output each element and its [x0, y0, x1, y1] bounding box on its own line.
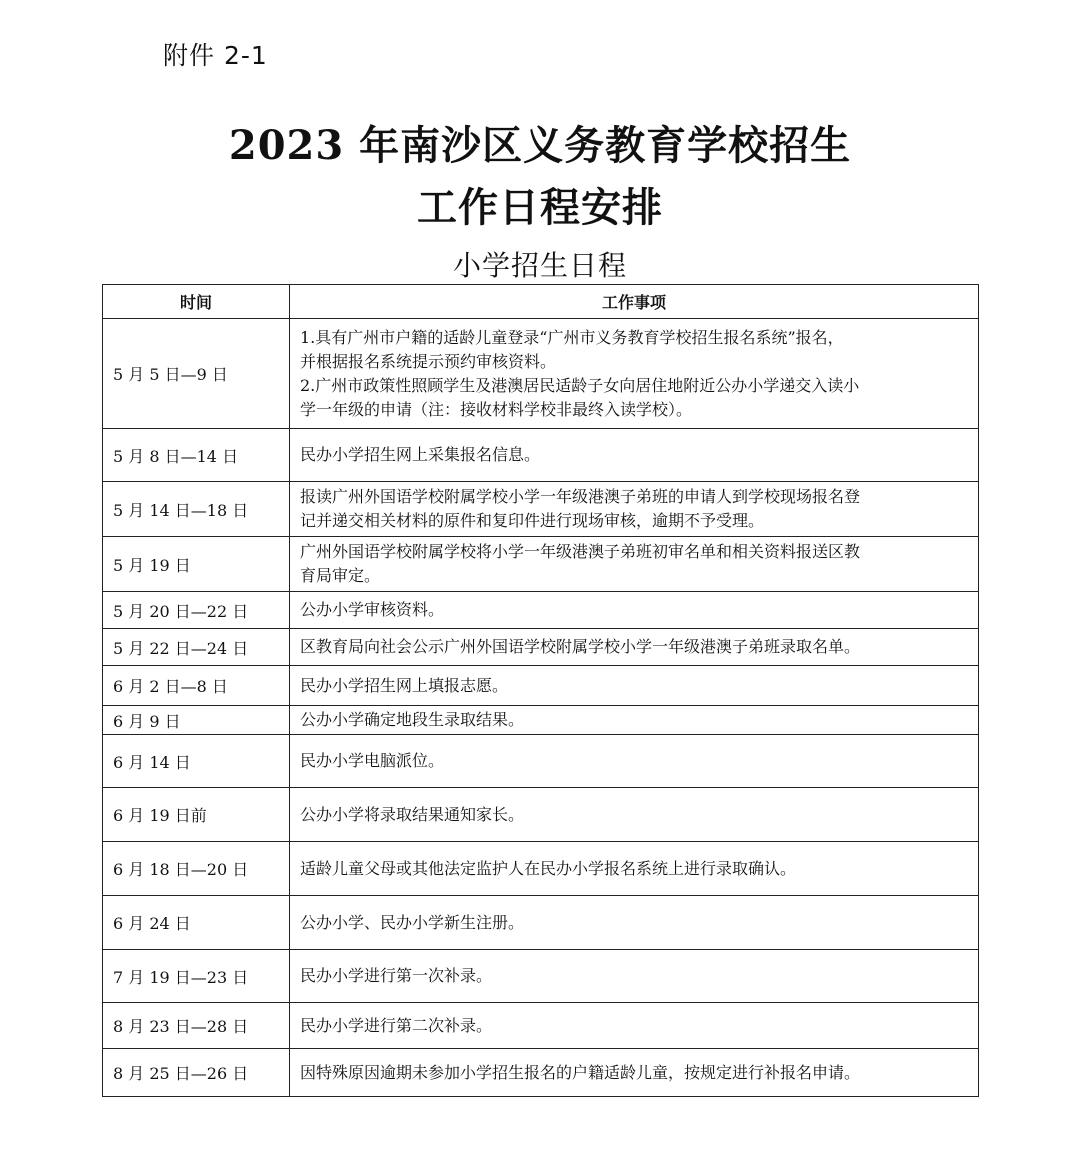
- row-task: [290, 319, 979, 429]
- table-row: [103, 666, 979, 706]
- row-time: 6 月 9 日: [103, 706, 290, 735]
- row-time: 5 月 8 日—14 日: [103, 429, 290, 482]
- task-line: 区教育局向社会公示广州外国语学校附属学校小学一年级港澳子弟班录取名单。: [300, 637, 861, 656]
- attachment-label: 附件 2-1: [163, 41, 268, 70]
- section-subtitle: 小学招生日程: [452, 249, 627, 282]
- task-line: 2.广州市政策性照顾学生及港澳居民适龄子女向居住地附近公办小学递交入读小: [300, 375, 860, 395]
- table-header-row: [103, 285, 979, 319]
- table-row: [103, 482, 979, 537]
- task-line: 并根据报名系统提示预约审核资料。: [300, 351, 557, 371]
- table-row: [103, 896, 979, 950]
- row-time: 5 月 22 日—24 日: [103, 629, 290, 666]
- table-row: [103, 629, 979, 666]
- row-time: 6 月 18 日—20 日: [103, 842, 290, 896]
- table-row: [103, 429, 979, 482]
- row-task: [290, 1003, 979, 1049]
- task-line: 公办小学确定地段生录取结果。: [300, 710, 525, 729]
- task-line: 民办小学招生网上采集报名信息。: [300, 445, 541, 464]
- header-time: 时间: [103, 285, 290, 319]
- row-task: [290, 896, 979, 950]
- row-task: [290, 666, 979, 706]
- row-time: 7 月 19 日—23 日: [103, 950, 290, 1003]
- task-line: 公办小学、民办小学新生注册。: [300, 912, 525, 932]
- table-row: [103, 1003, 979, 1049]
- row-task: [290, 788, 979, 842]
- row-time: 5 月 5 日—9 日: [103, 319, 290, 429]
- row-time: 8 月 23 日—28 日: [103, 1003, 290, 1049]
- row-task: [290, 735, 979, 788]
- row-time: 6 月 19 日前: [103, 788, 290, 842]
- task-line: 因特殊原因逾期未参加小学招生报名的户籍适龄儿童，按规定进行补报名申请。: [300, 1062, 861, 1082]
- task-line: 民办小学进行第一次补录。: [300, 966, 493, 985]
- header-task: 工作事项: [290, 285, 979, 319]
- row-time: 6 月 2 日—8 日: [103, 666, 290, 706]
- table-row: [103, 537, 979, 592]
- task-line: 民办小学进行第二次补录。: [300, 1015, 493, 1035]
- document-title-line-1: 2023 年南沙区义务教育学校招生: [228, 122, 852, 169]
- task-line: 适龄儿童父母或其他法定监护人在民办小学报名系统上进行录取确认。: [300, 858, 797, 878]
- task-line: 民办小学电脑派位。: [300, 751, 445, 770]
- task-line: 公办小学将录取结果通知家长。: [300, 804, 525, 824]
- row-task: [290, 950, 979, 1003]
- table-row: [103, 706, 979, 735]
- task-line: 报读广州外国语学校附属学校小学一年级港澳子弟班的申请人到学校现场报名登: [300, 487, 861, 506]
- task-line: 学一年级的申请（注：接收材料学校非最终入读学校）。: [300, 399, 693, 419]
- row-task: [290, 706, 979, 735]
- task-line: 1.具有广州市户籍的适龄儿童登录“广州市义务教育学校招生报名系统”报名，: [300, 327, 844, 347]
- task-line: 广州外国语学校附属学校将小学一年级港澳子弟班初审名单和相关资料报送区教: [300, 542, 861, 561]
- table-row: [103, 319, 979, 429]
- row-task: [290, 842, 979, 896]
- row-time: 8 月 25 日—26 日: [103, 1049, 290, 1097]
- row-task: [290, 629, 979, 666]
- row-task: [290, 592, 979, 629]
- table-row: [103, 842, 979, 896]
- table-row: [103, 950, 979, 1003]
- schedule-table: [102, 284, 979, 1097]
- row-time: 5 月 19 日: [103, 537, 290, 592]
- row-time: 5 月 20 日—22 日: [103, 592, 290, 629]
- table-row: [103, 735, 979, 788]
- row-time: 5 月 14 日—18 日: [103, 482, 290, 537]
- row-time: 6 月 14 日: [103, 735, 290, 788]
- row-task: [290, 429, 979, 482]
- task-line: 公办小学审核资料。: [300, 600, 445, 619]
- task-line: 育局审定。: [300, 566, 381, 585]
- task-line: 民办小学招生网上填报志愿。: [300, 675, 509, 695]
- table-row: [103, 1049, 979, 1097]
- table-row: [103, 788, 979, 842]
- task-line: 记并递交相关材料的原件和复印件进行现场审核，逾期不予受理。: [300, 511, 765, 530]
- row-task: [290, 1049, 979, 1097]
- document-title-line-2: 工作日程安排: [417, 184, 663, 231]
- table-row: [103, 592, 979, 629]
- row-time: 6 月 24 日: [103, 896, 290, 950]
- schedule-table-body: [103, 319, 979, 1097]
- row-task: [290, 482, 979, 537]
- row-task: [290, 537, 979, 592]
